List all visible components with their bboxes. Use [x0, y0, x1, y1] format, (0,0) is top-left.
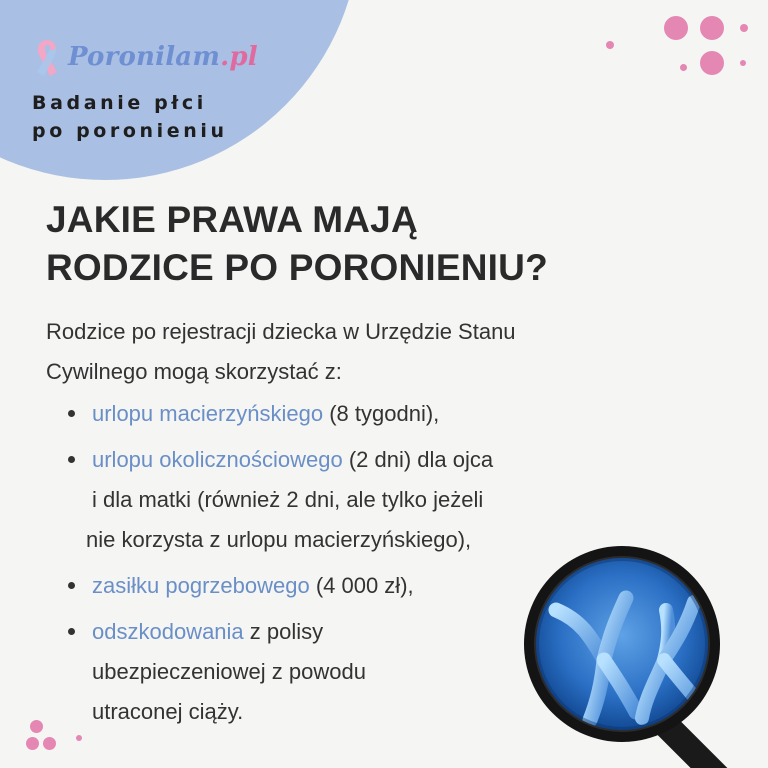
heading-line: JAKIE PRAWA MAJĄ	[46, 199, 418, 240]
decorative-dot	[740, 24, 748, 32]
right-continuation: i dla matki (również 2 dni, ale tylko jeżeli	[92, 487, 484, 512]
intro-line: Cywilnego mogą skorzystać z:	[46, 359, 342, 384]
right-continuation: nie korzysta z urlopu macierzyńskiego),	[86, 527, 472, 552]
subtitle-line: po poronieniu	[32, 120, 228, 142]
decorative-dot	[30, 720, 43, 733]
decorative-dot	[606, 41, 614, 49]
brand-logo	[30, 36, 258, 78]
right-highlight: zasiłku pogrzebowego	[92, 573, 310, 598]
list-item	[66, 566, 493, 606]
intro-text	[46, 312, 516, 392]
right-highlight: urlopu macierzyńskiego	[92, 401, 324, 426]
right-detail: (4 000 zł),	[309, 573, 414, 598]
subtitle-line: Badanie płci	[32, 92, 207, 114]
brand-name: Poronilam.pl	[68, 42, 258, 72]
magnifier-chromosome-icon	[520, 540, 768, 768]
list-item	[66, 612, 493, 732]
right-detail: (8 tygodni),	[323, 401, 440, 426]
intro-line: Rodzice po rejestracji dziecka w Urzędzie Stanu	[46, 319, 516, 344]
decorative-dot	[680, 64, 687, 71]
right-highlight: odszkodowania	[92, 619, 244, 644]
list-item	[66, 394, 493, 434]
right-continuation: utraconej ciąży.	[92, 699, 244, 724]
rights-list	[66, 394, 493, 738]
decorative-dot	[43, 737, 56, 750]
heading-line: RODZICE PO PORONIENIU?	[46, 247, 548, 288]
awareness-ribbon-icon	[30, 36, 64, 78]
decorative-dot	[26, 737, 39, 750]
page-subtitle	[32, 89, 228, 145]
right-detail: z polisy	[243, 619, 324, 644]
decorative-dot	[664, 16, 688, 40]
decorative-dot	[700, 51, 724, 75]
right-continuation: ubezpieczeniowej z powodu	[92, 659, 366, 684]
list-item	[66, 440, 493, 560]
main-heading	[46, 196, 548, 292]
decorative-dot	[740, 60, 746, 66]
right-highlight: urlopu okolicznościowego	[92, 447, 343, 472]
brand-tld: .pl	[220, 42, 258, 72]
right-detail: (2 dni) dla ojca	[342, 447, 494, 472]
decorative-dot	[700, 16, 724, 40]
